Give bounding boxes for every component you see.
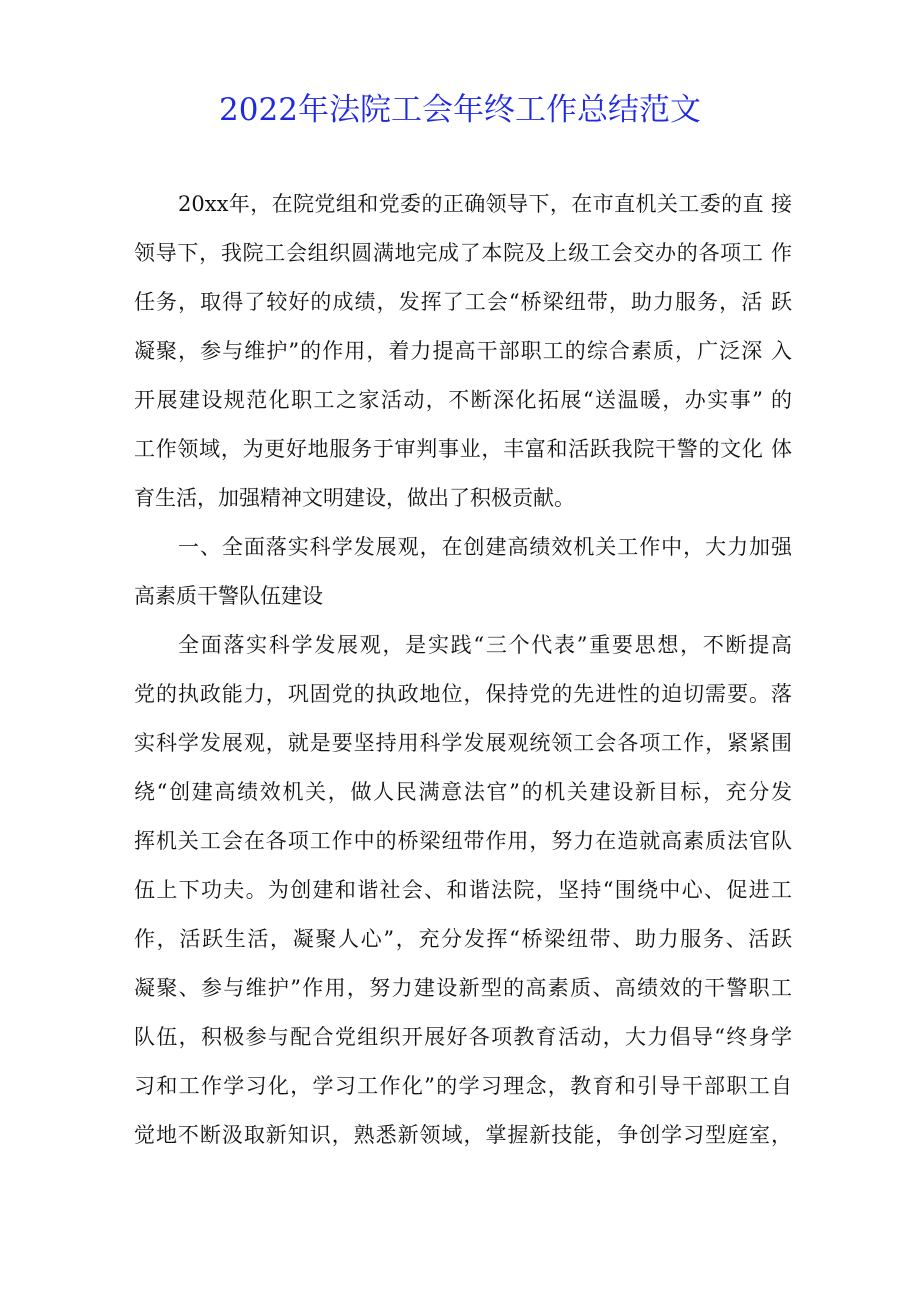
text-line: 队伍，积极参与配合党组织开展好各项教育活动，大力倡导“终身学 bbox=[134, 1025, 792, 1049]
text-line: 伍上下功夫。为创建和谐社会、和谐法院，坚持“围绕中心、促进工 bbox=[134, 878, 792, 902]
text-line: 习和工作学习化，学习工作化”的学习理念，教育和引导干部职工自 bbox=[134, 1074, 792, 1098]
text-line: 任务，取得了较好的成绩，发挥了工会“桥梁纽带，助力服务，活 跃 bbox=[134, 290, 792, 314]
text-line: 绕“创建高绩效机关，做人民满意法官”的机关建设新目标，充分发 bbox=[134, 780, 792, 804]
text-line: 作，活跃生活，凝聚人心”，充分发挥“桥梁纽带、助力服务、活跃 bbox=[134, 927, 792, 951]
text-line: 凝聚，参与维护”的作用，着力提高干部职工的综合素质，广泛深 入 bbox=[134, 339, 792, 363]
section-heading-1 bbox=[134, 523, 792, 621]
text-line: 育生活，加强精神文明建设，做出了积极贡献。 bbox=[134, 486, 575, 510]
paragraph-section-1 bbox=[134, 621, 792, 1160]
text-line: 觉地不断汲取新知识，熟悉新领域，掌握新技能，争创学习型庭室， bbox=[134, 1123, 792, 1147]
text-line: 挥机关工会在各项工作中的桥梁纽带作用，努力在造就高素质法官队 bbox=[134, 829, 792, 853]
text-line: 开展建设规范化职工之家活动，不断深化拓展“送温暖，办实事” 的 bbox=[134, 388, 792, 412]
document-body bbox=[134, 180, 792, 1160]
text-line: 工作领域，为更好地服务于审判事业，丰富和活跃我院干警的文化 体 bbox=[134, 437, 792, 461]
text-line: 20xx年，在院党组和党委的正确领导下，在市直机关工委的直 接 bbox=[178, 192, 792, 216]
text-line: 全面落实科学发展观，是实践“三个代表”重要思想，不断提高 bbox=[178, 633, 792, 657]
text-line: 党的执政能力，巩固党的执政地位，保持党的先进性的迫切需要。落 bbox=[134, 682, 792, 706]
text-line: 高素质干警队伍建设 bbox=[134, 584, 323, 608]
text-line: 凝聚、参与维护”作用，努力建设新型的高素质、高绩效的干警职工 bbox=[134, 976, 792, 1000]
paragraph-intro bbox=[134, 180, 792, 523]
text-line: 领导下，我院工会组织圆满地完成了本院及上级工会交办的各项工 作 bbox=[134, 241, 792, 265]
text-line: 一、全面落实科学发展观，在创建高绩效机关工作中，大力加强 bbox=[178, 535, 792, 559]
text-line: 实科学发展观，就是要坚持用科学发展观统领工会各项工作，紧紧围 bbox=[134, 731, 792, 755]
document-title: 2022年法院工会年终工作总结范文 bbox=[219, 92, 701, 128]
